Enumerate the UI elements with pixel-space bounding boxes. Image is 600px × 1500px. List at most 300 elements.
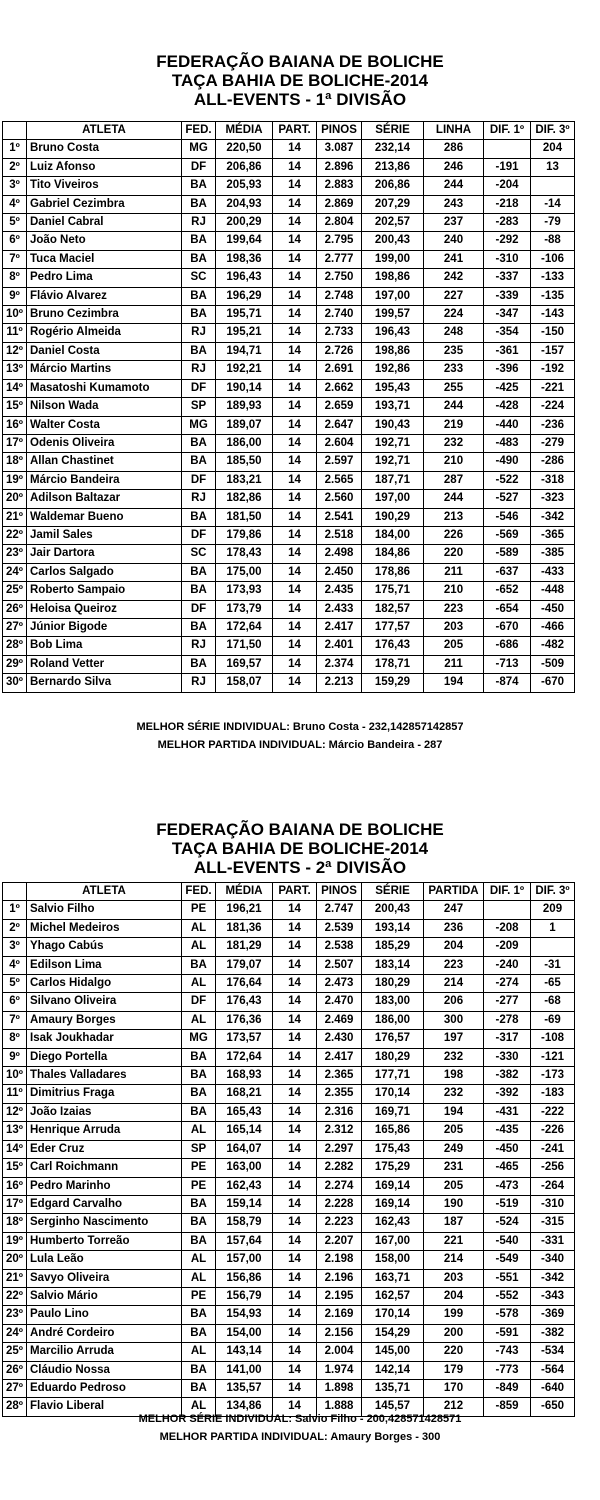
series-cell: 186,00: [362, 1011, 424, 1029]
diff-third-cell: -88: [531, 232, 575, 250]
pins-cell: 2.196: [317, 1269, 362, 1287]
diff-third-cell: -69: [531, 1011, 575, 1029]
federation-cell: PE: [182, 1287, 216, 1305]
athlete-cell: Silvano Oliveira: [27, 993, 182, 1011]
table-row: [3, 1195, 575, 1213]
average-cell: 190,14: [216, 379, 273, 397]
series-cell: 184,86: [362, 545, 424, 563]
series-cell: 169,14: [362, 1177, 424, 1195]
table-row: [3, 306, 575, 324]
best-series-note: MELHOR SÉRIE INDIVIDUAL: Salvio Filho - 200,428571428571: [138, 1413, 462, 1425]
pins-cell: 2.647: [317, 416, 362, 434]
table-row: [3, 1103, 575, 1121]
pins-cell: 2.804: [317, 214, 362, 232]
diff-first-cell: -670: [484, 618, 531, 636]
position-cell: 16º: [3, 416, 27, 434]
diff-first-cell: [484, 140, 531, 158]
average-cell: 135,57: [216, 1379, 273, 1397]
series-cell: 190,43: [362, 416, 424, 434]
diff-first-cell: -337: [484, 269, 531, 287]
pins-cell: 2.750: [317, 269, 362, 287]
games-cell: 14: [273, 1287, 317, 1305]
column-header-athlete: ATLETA: [27, 883, 182, 901]
athlete-cell: Daniel Cabral: [27, 214, 182, 232]
column-header-line: PARTIDA: [424, 883, 484, 901]
series-cell: 169,14: [362, 1195, 424, 1213]
average-cell: 181,29: [216, 938, 273, 956]
line-cell: 247: [424, 901, 484, 919]
table-row: [3, 618, 575, 636]
athlete-cell: Henrique Arruda: [27, 1122, 182, 1140]
diff-first-cell: -204: [484, 177, 531, 195]
diff-third-cell: -173: [531, 1067, 575, 1085]
table-row: [3, 1159, 575, 1177]
table-row: [3, 434, 575, 452]
position-cell: 28º: [3, 637, 27, 655]
pins-cell: 2.777: [317, 250, 362, 268]
position-cell: 12º: [3, 342, 27, 360]
series-cell: 200,43: [362, 901, 424, 919]
pins-cell: 2.869: [317, 195, 362, 213]
diff-first-cell: -654: [484, 600, 531, 618]
line-cell: 235: [424, 342, 484, 360]
federation-cell: MG: [182, 416, 216, 434]
athlete-cell: Yhago Cabús: [27, 938, 182, 956]
diff-third-cell: -286: [531, 453, 575, 471]
athlete-cell: Lula Leão: [27, 1251, 182, 1269]
games-cell: 14: [273, 342, 317, 360]
line-cell: 232: [424, 1085, 484, 1103]
games-cell: 14: [273, 1214, 317, 1232]
position-cell: 4º: [3, 956, 27, 974]
series-cell: 206,86: [362, 177, 424, 195]
athlete-cell: Jair Dartora: [27, 545, 182, 563]
diff-first-cell: -283: [484, 214, 531, 232]
federation-cell: BA: [182, 1214, 216, 1232]
position-cell: 13º: [3, 1122, 27, 1140]
athlete-cell: Adilson Baltazar: [27, 490, 182, 508]
position-cell: 26º: [3, 600, 27, 618]
diff-third-cell: -342: [531, 1269, 575, 1287]
diff-first-cell: -713: [484, 655, 531, 673]
position-cell: 6º: [3, 993, 27, 1011]
series-cell: 202,57: [362, 214, 424, 232]
games-cell: 14: [273, 508, 317, 526]
line-cell: 223: [424, 956, 484, 974]
column-header-series: SÉRIE: [362, 883, 424, 901]
athlete-cell: André Cordeiro: [27, 1324, 182, 1342]
series-cell: 232,14: [362, 140, 424, 158]
diff-third-cell: -241: [531, 1140, 575, 1158]
athlete-cell: Amaury Borges: [27, 1011, 182, 1029]
diff-third-cell: -331: [531, 1232, 575, 1250]
table-row: [3, 1251, 575, 1269]
position-cell: 5º: [3, 975, 27, 993]
line-cell: 286: [424, 140, 484, 158]
division-1-header: [0, 52, 600, 109]
diff-third-cell: -509: [531, 655, 575, 673]
table-row: [3, 453, 575, 471]
athlete-cell: Savyo Oliveira: [27, 1269, 182, 1287]
diff-first-cell: -317: [484, 1030, 531, 1048]
federation-cell: BA: [182, 1085, 216, 1103]
diff-first-cell: -347: [484, 306, 531, 324]
pins-cell: 2.747: [317, 901, 362, 919]
athlete-cell: Heloisa Queiroz: [27, 600, 182, 618]
diff-third-cell: -342: [531, 508, 575, 526]
position-cell: 6º: [3, 232, 27, 250]
average-cell: 220,50: [216, 140, 273, 158]
diff-first-cell: -310: [484, 250, 531, 268]
athlete-cell: Pedro Marinho: [27, 1177, 182, 1195]
federation-cell: RJ: [182, 214, 216, 232]
average-cell: 154,93: [216, 1306, 273, 1324]
column-header-diff-third: DIF. 3º: [531, 122, 575, 140]
pins-cell: 2.597: [317, 453, 362, 471]
position-cell: 18º: [3, 1214, 27, 1232]
pins-cell: 1.974: [317, 1361, 362, 1379]
line-cell: 210: [424, 582, 484, 600]
line-cell: 232: [424, 1048, 484, 1066]
games-cell: 14: [273, 269, 317, 287]
table-row: [3, 490, 575, 508]
diff-first-cell: -473: [484, 1177, 531, 1195]
games-cell: 14: [273, 1379, 317, 1397]
athlete-cell: Bob Lima: [27, 637, 182, 655]
average-cell: 168,93: [216, 1067, 273, 1085]
average-cell: 179,86: [216, 526, 273, 544]
diff-first-cell: -396: [484, 361, 531, 379]
series-cell: 190,29: [362, 508, 424, 526]
table-row: [3, 526, 575, 544]
diff-first-cell: -591: [484, 1324, 531, 1342]
table-row: [3, 1067, 575, 1085]
federation-cell: DF: [182, 471, 216, 489]
diff-third-cell: -143: [531, 306, 575, 324]
average-cell: 189,93: [216, 398, 273, 416]
athlete-cell: Odenis Oliveira: [27, 434, 182, 452]
series-cell: 175,71: [362, 582, 424, 600]
line-cell: 231: [424, 1159, 484, 1177]
line-cell: 240: [424, 232, 484, 250]
series-cell: 197,00: [362, 490, 424, 508]
position-cell: 19º: [3, 1232, 27, 1250]
average-cell: 175,00: [216, 563, 273, 581]
line-cell: 197: [424, 1030, 484, 1048]
diff-first-cell: -578: [484, 1306, 531, 1324]
average-cell: 154,00: [216, 1324, 273, 1342]
average-cell: 196,43: [216, 269, 273, 287]
diff-first-cell: -549: [484, 1251, 531, 1269]
athlete-cell: Michel Medeiros: [27, 919, 182, 937]
games-cell: 14: [273, 600, 317, 618]
average-cell: 163,00: [216, 1159, 273, 1177]
average-cell: 164,07: [216, 1140, 273, 1158]
table-row: [3, 956, 575, 974]
diff-third-cell: -157: [531, 342, 575, 360]
average-cell: 185,50: [216, 453, 273, 471]
line-cell: 227: [424, 287, 484, 305]
federation-cell: SC: [182, 545, 216, 563]
athlete-cell: Roberto Sampaio: [27, 582, 182, 600]
line-cell: 236: [424, 919, 484, 937]
pins-cell: 2.282: [317, 1159, 362, 1177]
position-cell: 23º: [3, 545, 27, 563]
line-cell: 203: [424, 1269, 484, 1287]
position-cell: 1º: [3, 140, 27, 158]
athlete-cell: Serginho Nascimento: [27, 1214, 182, 1232]
table-row: [3, 1232, 575, 1250]
position-cell: 10º: [3, 1067, 27, 1085]
series-cell: 183,00: [362, 993, 424, 1011]
athlete-cell: Humberto Torreão: [27, 1232, 182, 1250]
pins-cell: 2.169: [317, 1306, 362, 1324]
table-row: [3, 379, 575, 397]
federation-cell: BA: [182, 655, 216, 673]
table-row: [3, 545, 575, 563]
line-cell: 214: [424, 975, 484, 993]
diff-third-cell: -564: [531, 1361, 575, 1379]
position-cell: 20º: [3, 490, 27, 508]
column-header-position: [3, 122, 27, 140]
series-cell: 182,57: [362, 600, 424, 618]
table-row: [3, 1177, 575, 1195]
line-cell: 205: [424, 1177, 484, 1195]
diff-first-cell: -440: [484, 416, 531, 434]
table-row: [3, 1011, 575, 1029]
diff-third-cell: -264: [531, 1177, 575, 1195]
games-cell: 14: [273, 287, 317, 305]
line-cell: 255: [424, 379, 484, 397]
average-cell: 192,21: [216, 361, 273, 379]
athlete-cell: Márcio Bandeira: [27, 471, 182, 489]
series-cell: 180,29: [362, 1048, 424, 1066]
diff-third-cell: -121: [531, 1048, 575, 1066]
diff-third-cell: -222: [531, 1103, 575, 1121]
line-cell: 214: [424, 1251, 484, 1269]
average-cell: 165,43: [216, 1103, 273, 1121]
diff-third-cell: 209: [531, 901, 575, 919]
diff-third-cell: -150: [531, 324, 575, 342]
games-cell: 14: [273, 563, 317, 581]
series-cell: 158,00: [362, 1251, 424, 1269]
federation-cell: AL: [182, 938, 216, 956]
line-cell: 244: [424, 398, 484, 416]
athlete-cell: Júnior Bigode: [27, 618, 182, 636]
average-cell: 204,93: [216, 195, 273, 213]
position-cell: 11º: [3, 324, 27, 342]
table-row: [3, 232, 575, 250]
athlete-cell: Carl Roichmann: [27, 1159, 182, 1177]
federation-cell: SC: [182, 269, 216, 287]
diff-third-cell: -385: [531, 545, 575, 563]
position-cell: 8º: [3, 1030, 27, 1048]
athlete-cell: Eder Cruz: [27, 1140, 182, 1158]
diff-first-cell: -330: [484, 1048, 531, 1066]
line-cell: 194: [424, 674, 484, 692]
games-cell: 14: [273, 1048, 317, 1066]
pins-cell: 2.539: [317, 919, 362, 937]
diff-third-cell: -534: [531, 1343, 575, 1361]
diff-first-cell: -859: [484, 1398, 531, 1416]
games-cell: 14: [273, 1030, 317, 1048]
position-cell: 17º: [3, 434, 27, 452]
table-row: [3, 1306, 575, 1324]
pins-cell: 2.691: [317, 361, 362, 379]
table-row: [3, 1361, 575, 1379]
table-row: [3, 1324, 575, 1342]
table-row: [3, 158, 575, 176]
federation-cell: RJ: [182, 637, 216, 655]
federation-title: FEDERAÇÃO BAIANA DE BOLICHE: [156, 820, 444, 839]
diff-third-cell: -670: [531, 674, 575, 692]
games-cell: 14: [273, 416, 317, 434]
games-cell: 14: [273, 1324, 317, 1342]
federation-cell: BA: [182, 342, 216, 360]
table-row: [3, 195, 575, 213]
games-cell: 14: [273, 1011, 317, 1029]
division-2-footer: [0, 1410, 600, 1446]
line-cell: 170: [424, 1379, 484, 1397]
series-cell: 192,71: [362, 453, 424, 471]
pins-cell: 2.662: [317, 379, 362, 397]
diff-first-cell: -450: [484, 1140, 531, 1158]
diff-first-cell: -392: [484, 1085, 531, 1103]
average-cell: 172,64: [216, 1048, 273, 1066]
average-cell: 165,14: [216, 1122, 273, 1140]
federation-cell: RJ: [182, 490, 216, 508]
games-cell: 14: [273, 214, 317, 232]
diff-third-cell: -640: [531, 1379, 575, 1397]
federation-cell: AL: [182, 1398, 216, 1416]
position-cell: 15º: [3, 398, 27, 416]
average-cell: 181,36: [216, 919, 273, 937]
pins-cell: 2.541: [317, 508, 362, 526]
average-cell: 186,00: [216, 434, 273, 452]
games-cell: 14: [273, 195, 317, 213]
athlete-cell: Allan Chastinet: [27, 453, 182, 471]
position-cell: 22º: [3, 1287, 27, 1305]
diff-third-cell: 13: [531, 158, 575, 176]
line-cell: 205: [424, 637, 484, 655]
series-cell: 163,71: [362, 1269, 424, 1287]
games-cell: 14: [273, 1398, 317, 1416]
pins-cell: 2.896: [317, 158, 362, 176]
diff-third-cell: -343: [531, 1287, 575, 1305]
games-cell: 14: [273, 526, 317, 544]
line-cell: 204: [424, 938, 484, 956]
average-cell: 189,07: [216, 416, 273, 434]
games-cell: 14: [273, 1306, 317, 1324]
diff-third-cell: -133: [531, 269, 575, 287]
table-row: [3, 1030, 575, 1048]
pins-cell: 2.659: [317, 398, 362, 416]
games-cell: 14: [273, 1361, 317, 1379]
pins-cell: 1.888: [317, 1398, 362, 1416]
pins-cell: 2.560: [317, 490, 362, 508]
line-cell: 199: [424, 1306, 484, 1324]
games-cell: 14: [273, 232, 317, 250]
table-row: [3, 287, 575, 305]
average-cell: 141,00: [216, 1361, 273, 1379]
series-cell: 192,71: [362, 434, 424, 452]
federation-cell: BA: [182, 1232, 216, 1250]
series-cell: 159,29: [362, 674, 424, 692]
series-cell: 165,86: [362, 1122, 424, 1140]
position-cell: 11º: [3, 1085, 27, 1103]
series-cell: 135,71: [362, 1379, 424, 1397]
diff-first-cell: -292: [484, 232, 531, 250]
table-row: [3, 416, 575, 434]
federation-cell: BA: [182, 1195, 216, 1213]
federation-cell: RJ: [182, 324, 216, 342]
average-cell: 172,64: [216, 618, 273, 636]
series-cell: 145,57: [362, 1398, 424, 1416]
games-cell: 14: [273, 901, 317, 919]
diff-third-cell: [531, 938, 575, 956]
table-row: [3, 1140, 575, 1158]
position-cell: 14º: [3, 1140, 27, 1158]
diff-third-cell: -310: [531, 1195, 575, 1213]
diff-first-cell: -652: [484, 582, 531, 600]
pins-cell: 2.316: [317, 1103, 362, 1121]
series-cell: 162,43: [362, 1214, 424, 1232]
athlete-cell: Marcilio Arruda: [27, 1343, 182, 1361]
games-cell: 14: [273, 1251, 317, 1269]
line-cell: 203: [424, 618, 484, 636]
diff-first-cell: -874: [484, 674, 531, 692]
athlete-cell: João Izaias: [27, 1103, 182, 1121]
diff-first-cell: -527: [484, 490, 531, 508]
series-cell: 185,29: [362, 938, 424, 956]
federation-cell: DF: [182, 993, 216, 1011]
line-cell: 179: [424, 1361, 484, 1379]
athlete-cell: Bernardo Silva: [27, 674, 182, 692]
pins-cell: 2.470: [317, 993, 362, 1011]
position-cell: 12º: [3, 1103, 27, 1121]
diff-first-cell: -519: [484, 1195, 531, 1213]
series-cell: 199,00: [362, 250, 424, 268]
pins-cell: 2.156: [317, 1324, 362, 1342]
games-cell: 14: [273, 1232, 317, 1250]
line-cell: 248: [424, 324, 484, 342]
diff-third-cell: -106: [531, 250, 575, 268]
federation-cell: BA: [182, 453, 216, 471]
diff-first-cell: -339: [484, 287, 531, 305]
diff-first-cell: -552: [484, 1287, 531, 1305]
diff-third-cell: -108: [531, 1030, 575, 1048]
division-1-footer: [0, 718, 600, 754]
pins-cell: 2.795: [317, 232, 362, 250]
games-cell: 14: [273, 993, 317, 1011]
pins-cell: 2.213: [317, 674, 362, 692]
position-cell: 9º: [3, 287, 27, 305]
line-cell: 190: [424, 1195, 484, 1213]
column-header-diff-first: DIF. 1º: [484, 122, 531, 140]
line-cell: 205: [424, 1122, 484, 1140]
table-row: [3, 1287, 575, 1305]
federation-cell: BA: [182, 434, 216, 452]
line-cell: 243: [424, 195, 484, 213]
games-cell: 14: [273, 434, 317, 452]
line-cell: 204: [424, 1287, 484, 1305]
average-cell: 171,50: [216, 637, 273, 655]
games-cell: 14: [273, 582, 317, 600]
diff-first-cell: -435: [484, 1122, 531, 1140]
diff-third-cell: -450: [531, 600, 575, 618]
pins-cell: 2.195: [317, 1287, 362, 1305]
series-cell: 180,29: [362, 975, 424, 993]
